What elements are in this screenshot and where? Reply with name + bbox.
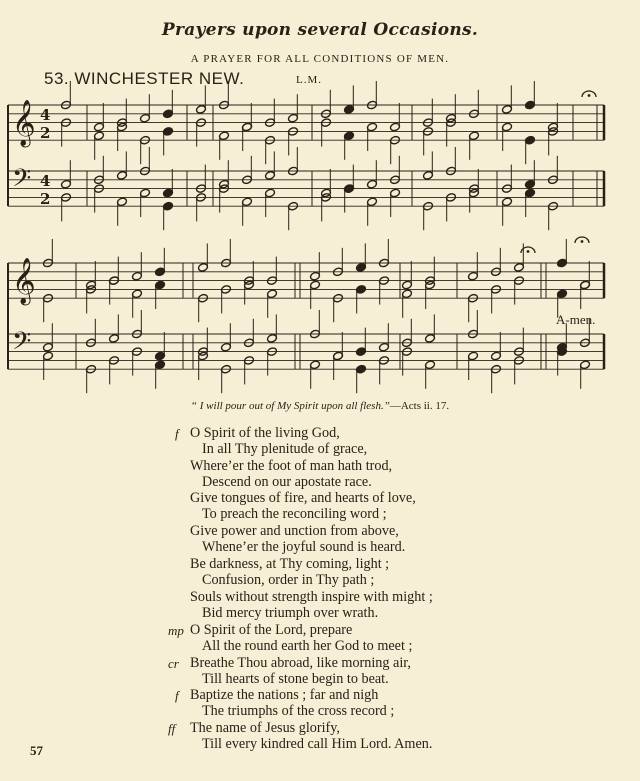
verse-line: Souls without strength inspire with might ;	[190, 588, 433, 605]
verse-line: Baptize the nations ; far and nigh	[190, 687, 379, 703]
fermata-dot	[527, 250, 530, 253]
section-heading: Prayers upon several Occasions.	[161, 20, 479, 40]
verse-line: All the round earth her God to meet ;	[202, 638, 413, 655]
verse-line: Where’er the foot of man hath trod,	[190, 457, 393, 474]
hymn-number-title: 53. WINCHESTER NEW.	[44, 69, 245, 88]
verse-line: Bid mercy triumph over wrath.	[202, 604, 379, 621]
fermata-dot	[581, 240, 584, 243]
scripture-reference: —Acts ii. 17.	[389, 400, 450, 412]
dynamic-marking: mp	[168, 623, 184, 638]
dynamic-marking: cr	[168, 655, 179, 671]
bass-clef-icon: 𝄢	[12, 327, 32, 362]
amen-label: A-men.	[556, 312, 596, 327]
dynamic-marking: ff	[168, 720, 176, 736]
time-signature-bottom: 2	[40, 190, 51, 208]
time-signature-top: 4	[40, 172, 51, 190]
fermata-dot	[588, 94, 591, 97]
verse-line: The name of Jesus glorify,	[190, 719, 340, 736]
verse-line: Descend on our apostate race.	[202, 473, 372, 490]
hymn-meter: L.M.	[296, 74, 322, 86]
time-signature-top: 4	[40, 106, 51, 124]
verse-line: To preach the reconciling word ;	[202, 506, 387, 523]
bass-clef-icon: 𝄢	[12, 164, 32, 199]
verse-line: In all Thy plenitude of grace,	[202, 441, 368, 458]
verse-line: Till every kindred call Him Lord. Amen.	[202, 735, 433, 752]
hymn-subject: A PRAYER FOR ALL CONDITIONS OF MEN.	[190, 53, 450, 65]
verse-line: Confusion, order in Thy path ;	[202, 572, 375, 589]
verse-line: The triumphs of the cross record ;	[202, 703, 395, 720]
dynamic-marking: f	[175, 426, 179, 441]
verse-line: Be darkness, at Thy coming, light ;	[190, 556, 390, 572]
page-number: 57	[30, 743, 43, 758]
verse-line: Give power and unction from above,	[190, 522, 399, 539]
scripture-quote: “ I will pour out of My Spirit upon all flesh.”	[190, 400, 390, 412]
verse-line: O Spirit of the Lord, prepare	[190, 622, 353, 638]
scripture-epigraph	[0, 400, 640, 412]
treble-clef-icon: 𝄞	[12, 100, 36, 146]
verse-line: Whene’er the joyful sound is heard.	[202, 538, 406, 555]
time-signature-bottom: 2	[40, 124, 51, 142]
verse-line: Breathe Thou abroad, like morning air,	[190, 654, 411, 671]
verse-line: Till hearts of stone begin to beat.	[202, 670, 389, 687]
verse-line: Give tongues of fire, and hearts of love,	[190, 490, 416, 506]
treble-clef-icon: 𝄞	[12, 258, 36, 304]
dynamic-marking: f	[175, 688, 179, 703]
verse-line: O Spirit of the living God,	[190, 425, 340, 441]
